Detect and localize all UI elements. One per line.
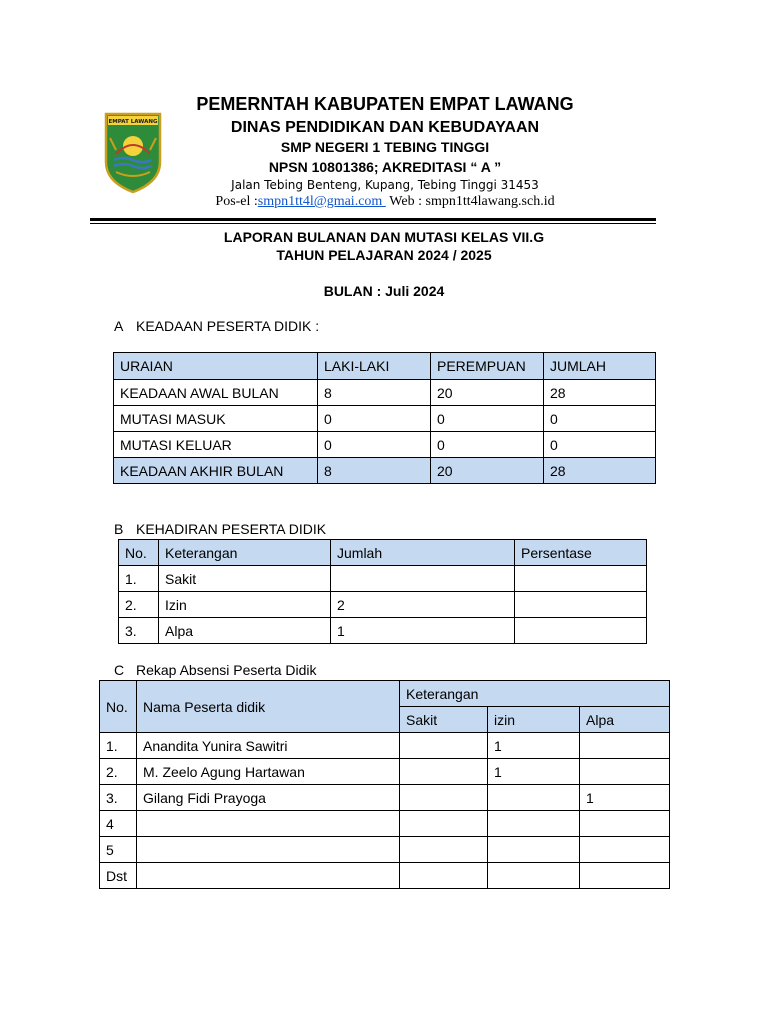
academic-year: TAHUN PELAJARAN 2024 / 2025 xyxy=(276,247,492,263)
student-status-table xyxy=(113,352,656,484)
table-row xyxy=(114,380,656,406)
column-header: URAIAN xyxy=(114,353,318,380)
table-cell: 3. xyxy=(119,618,159,644)
table-cell xyxy=(400,759,488,785)
svg-text:EMPAT LAWANG: EMPAT LAWANG xyxy=(108,119,158,125)
table-row xyxy=(114,458,656,484)
table-cell xyxy=(488,837,580,863)
table-cell: KEADAAN AWAL BULAN xyxy=(114,380,318,406)
table-cell xyxy=(515,566,647,592)
table-cell: 1 xyxy=(331,618,515,644)
section-c-label: Rekap Absensi Peserta Didik xyxy=(136,662,317,678)
table-cell: 2. xyxy=(100,759,137,785)
table-cell: M. Zeelo Agung Hartawan xyxy=(137,759,400,785)
column-header: No. xyxy=(119,540,159,566)
table-row xyxy=(119,618,647,644)
school-address: Jalan Tebing Benteng, Kupang, Tebing Tinggi 31453 xyxy=(231,178,539,192)
table-cell: 0 xyxy=(318,432,431,458)
table-cell xyxy=(580,759,670,785)
column-header: Alpa xyxy=(580,707,670,733)
section-c-heading xyxy=(114,662,317,678)
table-row xyxy=(100,759,670,785)
table-cell xyxy=(400,863,488,889)
table-cell: 0 xyxy=(544,406,656,432)
table-row xyxy=(100,733,670,759)
section-b-heading xyxy=(114,521,326,537)
table-cell: 8 xyxy=(318,458,431,484)
department-name: DINAS PENDIDIKAN DAN KEBUDAYAAN xyxy=(230,119,540,136)
section-a-label: KEADAAN PESERTA DIDIK : xyxy=(136,318,320,334)
table-cell: 2 xyxy=(331,592,515,618)
column-header: Persentase xyxy=(515,540,647,566)
table-cell xyxy=(137,863,400,889)
table-row xyxy=(114,406,656,432)
table-header-row xyxy=(119,540,647,566)
table-cell: 20 xyxy=(431,380,544,406)
attendance-table xyxy=(118,539,647,644)
table-cell: 4 xyxy=(100,811,137,837)
table-row xyxy=(100,863,670,889)
table-cell: 0 xyxy=(431,406,544,432)
table-cell: 3. xyxy=(100,785,137,811)
table-cell xyxy=(400,837,488,863)
table-cell xyxy=(515,618,647,644)
table-cell xyxy=(580,863,670,889)
column-header: Nama Peserta didik xyxy=(137,681,400,733)
table-cell xyxy=(400,785,488,811)
website-text: Web : smpn1tt4lawang.sch.id xyxy=(389,194,555,209)
table-cell xyxy=(137,811,400,837)
table-cell: 1 xyxy=(580,785,670,811)
table-cell xyxy=(580,811,670,837)
table-cell xyxy=(400,811,488,837)
header-divider-thick xyxy=(90,218,656,221)
table-cell: 0 xyxy=(318,406,431,432)
section-a-letter: A xyxy=(114,318,124,334)
column-header: izin xyxy=(488,707,580,733)
column-group-header: Keterangan xyxy=(400,681,670,707)
table-row xyxy=(119,566,647,592)
table-cell xyxy=(137,837,400,863)
email-link[interactable]: smpn1tt4l@gmai.com xyxy=(257,194,386,209)
section-c-letter: C xyxy=(114,662,125,678)
table-cell: 0 xyxy=(431,432,544,458)
report-title: LAPORAN BULANAN DAN MUTASI KELAS VII.G xyxy=(223,229,545,245)
table-cell xyxy=(488,785,580,811)
section-a-heading xyxy=(114,318,319,334)
table-row xyxy=(100,785,670,811)
table-header-row xyxy=(114,353,656,380)
table-cell xyxy=(400,733,488,759)
email-prefix: Pos-el : xyxy=(215,194,258,209)
column-header: PEREMPUAN xyxy=(431,353,544,380)
contact-line xyxy=(170,194,600,210)
table-cell xyxy=(488,863,580,889)
section-b-label: KEHADIRAN PESERTA DIDIK xyxy=(136,521,327,537)
table-cell xyxy=(515,592,647,618)
table-cell: 0 xyxy=(544,432,656,458)
table-cell: 1 xyxy=(488,759,580,785)
table-cell xyxy=(331,566,515,592)
table-cell: Izin xyxy=(159,592,331,618)
table-cell: 1. xyxy=(100,733,137,759)
absence-recap-table xyxy=(99,680,670,889)
table-row xyxy=(119,592,647,618)
table-cell: Gilang Fidi Prayoga xyxy=(137,785,400,811)
table-cell: 8 xyxy=(318,380,431,406)
table-cell: 28 xyxy=(544,458,656,484)
table-cell: 1. xyxy=(119,566,159,592)
table-cell xyxy=(580,837,670,863)
org-name: PEMERNTAH KABUPATEN EMPAT LAWANG xyxy=(196,94,574,114)
table-cell: 1 xyxy=(488,733,580,759)
column-header: Sakit xyxy=(400,707,488,733)
table-row xyxy=(114,432,656,458)
table-cell: Sakit xyxy=(159,566,331,592)
table-cell: KEADAAN AKHIR BULAN xyxy=(114,458,318,484)
column-header: JUMLAH xyxy=(544,353,656,380)
table-cell: 2. xyxy=(119,592,159,618)
column-header: LAKI-LAKI xyxy=(318,353,431,380)
table-cell: Anandita Yunira Sawitri xyxy=(137,733,400,759)
table-cell: MUTASI MASUK xyxy=(114,406,318,432)
header-divider-thin xyxy=(90,223,656,224)
table-cell: 20 xyxy=(431,458,544,484)
table-row xyxy=(100,811,670,837)
table-cell xyxy=(580,733,670,759)
column-header: Jumlah xyxy=(331,540,515,566)
npsn-accreditation: NPSN 10801386; AKREDITASI “ A ” xyxy=(268,159,502,175)
table-cell: Alpa xyxy=(159,618,331,644)
table-cell: MUTASI KELUAR xyxy=(114,432,318,458)
table-cell: 5 xyxy=(100,837,137,863)
table-cell: 28 xyxy=(544,380,656,406)
report-month: BULAN : Juli 2024 xyxy=(323,283,445,299)
school-name: SMP NEGERI 1 TEBING TINGGI xyxy=(280,139,490,155)
table-row xyxy=(100,837,670,863)
column-header: No. xyxy=(100,681,137,733)
table-header-row xyxy=(100,681,670,707)
table-cell: Dst xyxy=(100,863,137,889)
column-header: Keterangan xyxy=(159,540,331,566)
table-cell xyxy=(488,811,580,837)
section-b-letter: B xyxy=(114,521,124,537)
regency-logo xyxy=(102,110,164,194)
